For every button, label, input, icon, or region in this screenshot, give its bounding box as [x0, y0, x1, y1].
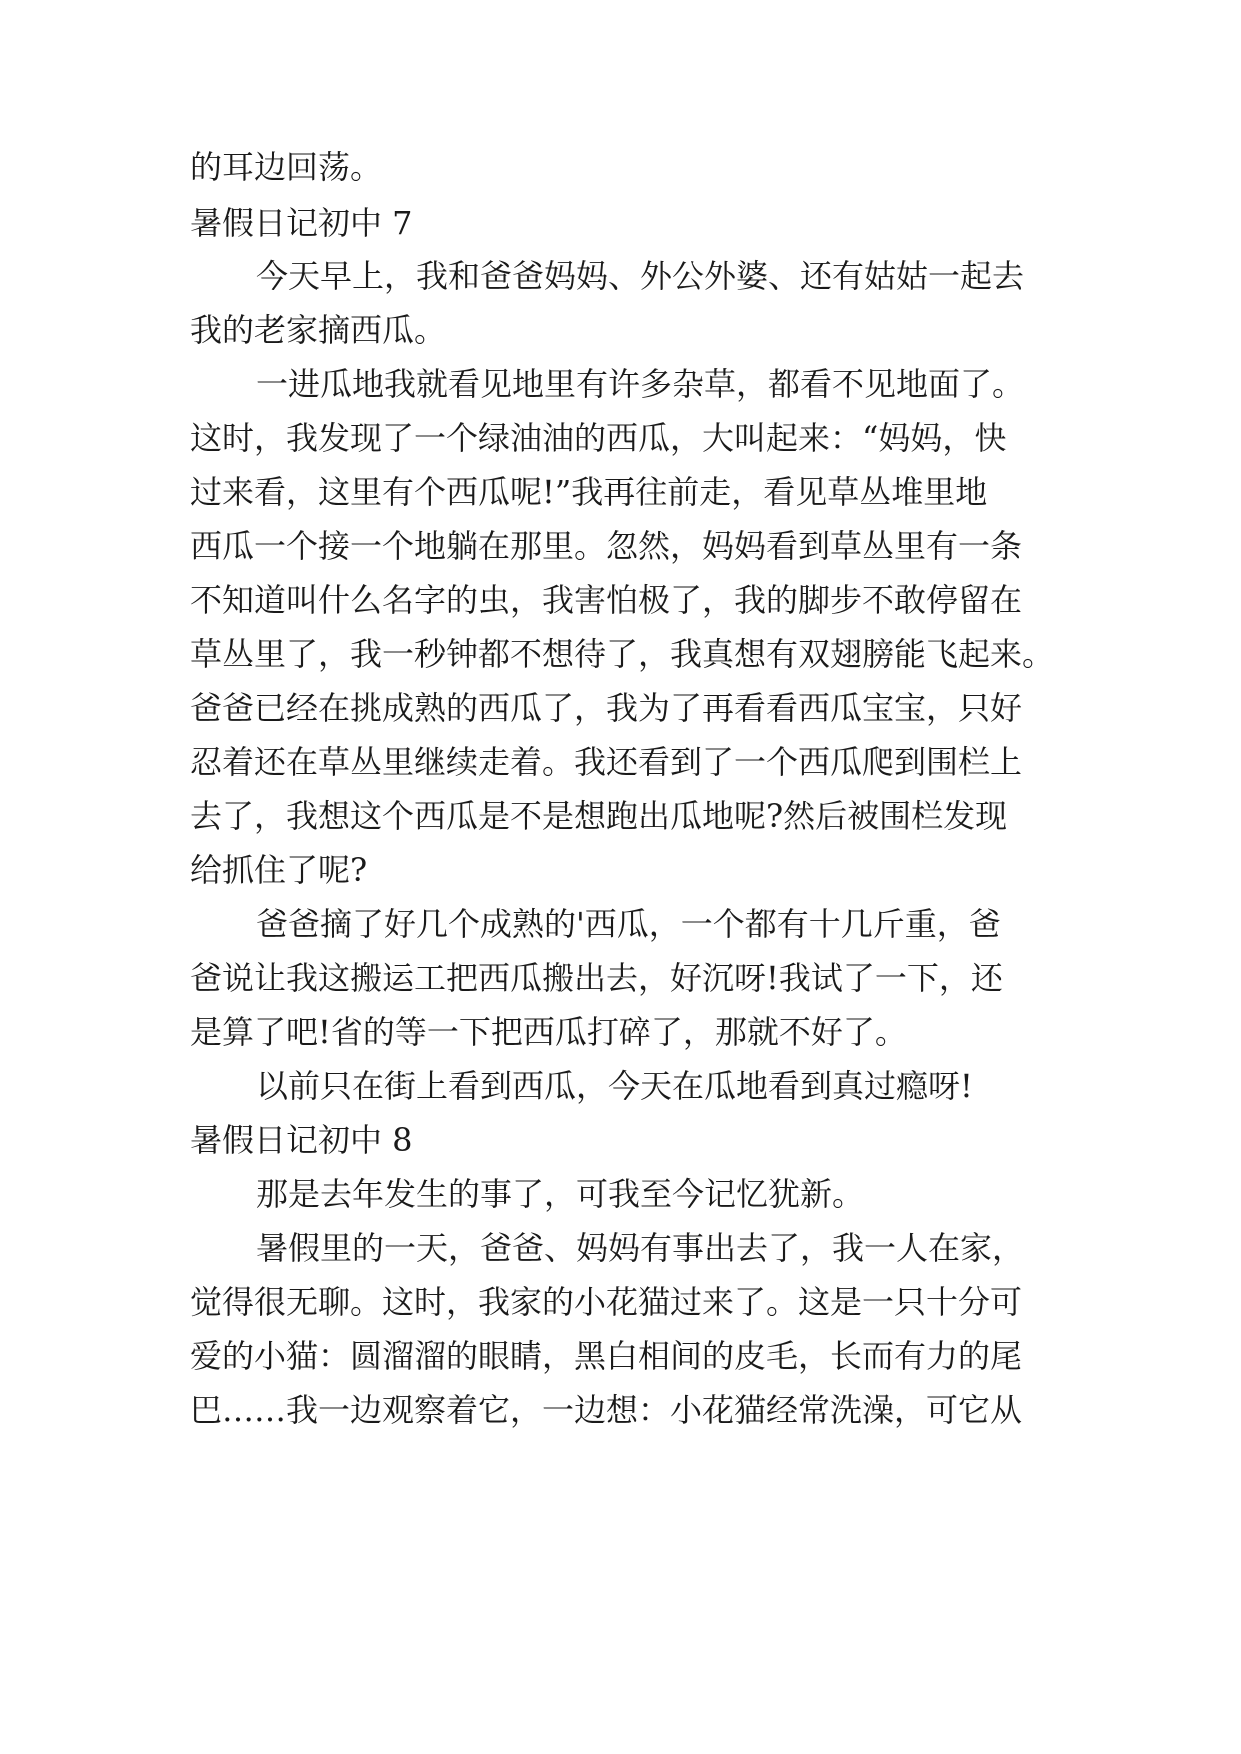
paragraph-line: 爱的小猫：圆溜溜的眼睛，黑白相间的皮毛，长而有力的尾	[190, 1337, 1023, 1375]
paragraph-line: 不知道叫什么名字的虫，我害怕极了，我的脚步不敢停留在	[190, 581, 1023, 619]
paragraph-line: 这时，我发现了一个绿油油的西瓜，大叫起来：“妈妈，快	[190, 419, 1007, 457]
paragraph-line: 我的老家摘西瓜。	[190, 311, 447, 349]
paragraph-line: 今天早上，我和爸爸妈妈、外公外婆、还有姑姑一起去	[256, 257, 1025, 295]
paragraph-line: 觉得很无聊。这时，我家的小花猫过来了。这是一只十分可	[190, 1283, 1023, 1321]
paragraph-line: 过来看，这里有个西瓜呢!”我再往前走，看见草丛堆里地	[190, 473, 988, 511]
paragraph-line: 暑假里的一天，爸爸、妈妈有事出去了，我一人在家，	[256, 1229, 1025, 1267]
paragraph-line: 爸爸已经在挑成熟的西瓜了，我为了再看看西瓜宝宝，只好	[190, 689, 1023, 727]
paragraph-line: 爸说让我这搬运工把西瓜搬出去，好沉呀!我试了一下，还	[190, 959, 1003, 997]
paragraph-line: 给抓住了呢?	[190, 851, 368, 889]
paragraph-line: 一进瓜地我就看见地里有许多杂草，都看不见地面了。	[256, 365, 1025, 403]
paragraph-line: 忍着还在草丛里继续走着。我还看到了一个西瓜爬到围栏上	[190, 743, 1023, 781]
paragraph-line: 草丛里了，我一秒钟都不想待了，我真想有双翅膀能飞起来。	[190, 635, 1055, 673]
paragraph-line: 的耳边回荡。	[190, 148, 383, 186]
paragraph-line: 以前只在街上看到西瓜，今天在瓜地看到真过瘾呀!	[256, 1067, 973, 1105]
paragraph-line: 爸爸摘了好几个成熟的'西瓜，一个都有十几斤重，爸	[256, 905, 1001, 943]
paragraph-line: 去了，我想这个西瓜是不是想跑出瓜地呢?然后被围栏发现	[190, 797, 1008, 835]
paragraph-line: 西瓜一个接一个地躺在那里。忽然，妈妈看到草丛里有一条	[190, 527, 1023, 565]
paragraph-line: 是算了吧!省的等一下把西瓜打碎了，那就不好了。	[190, 1013, 907, 1051]
paragraph-line: 那是去年发生的事了，可我至今记忆犹新。	[256, 1175, 865, 1213]
section-heading: 暑假日记初中 7	[190, 204, 413, 242]
paragraph-line: 巴……我一边观察着它，一边想：小花猫经常洗澡，可它从	[190, 1391, 1023, 1429]
section-heading: 暑假日记初中 8	[190, 1121, 413, 1159]
